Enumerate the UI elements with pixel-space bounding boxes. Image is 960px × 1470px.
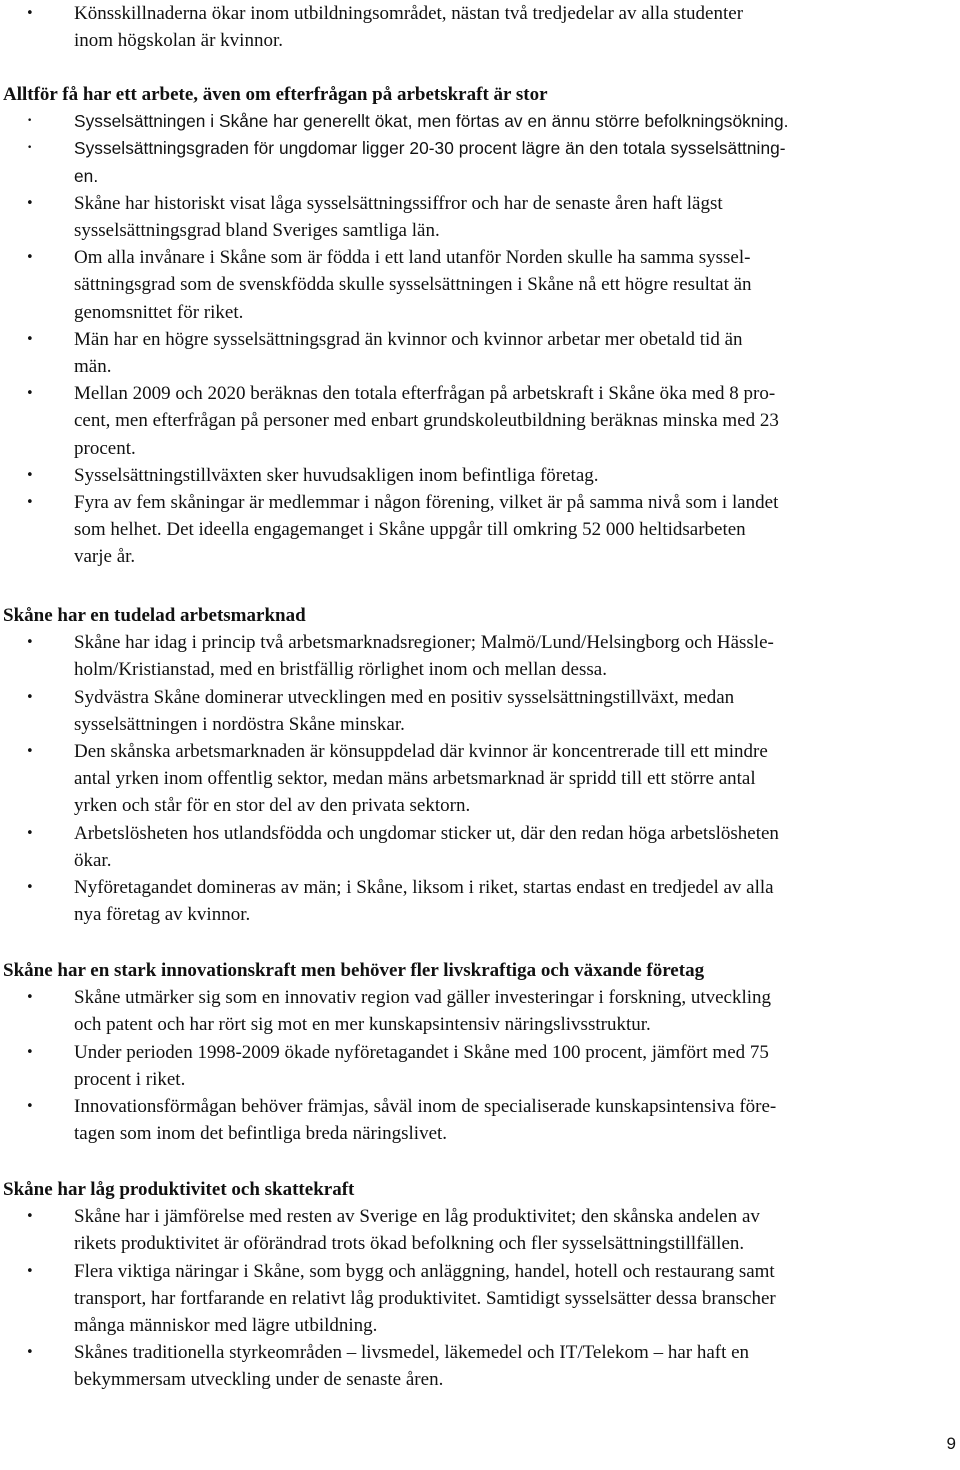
list-item-text: Män har en högre sysselsättningsgrad än kvinnor och kvinnor arbetar mer obetald tid än män. — [74, 328, 743, 378]
list-item — [0, 1093, 960, 1147]
list-item-text: Skåne utmärker sig som en innovativ region vad gäller investeringar i forskning, utveckling och patent och har rört sig mot en mer kunskapsintensiv näringslivsstruktur. — [74, 987, 772, 1036]
bullet-icon: • — [26, 386, 34, 402]
list-item-text: Arbetslösheten hos utlandsfödda och ungdomar sticker ut, där den redan höga arbetslösheten ökar. — [74, 822, 779, 871]
section-productivity — [0, 1176, 960, 1394]
bullet-icon: • — [26, 635, 34, 651]
list-item — [0, 462, 960, 489]
section-list — [0, 1203, 960, 1393]
section-innovation — [0, 957, 960, 1147]
list-item — [0, 326, 960, 380]
section-employment — [0, 81, 960, 571]
bullet-icon: • — [26, 6, 34, 21]
list-item — [0, 1203, 960, 1257]
list-item — [0, 629, 960, 683]
list-item — [0, 244, 960, 326]
list-item-text: Innovationsförmågan behöver främjas, såväl inom de specialiserade kunskapsintensiva före- tagen som inom det befintliga breda näringslivet. — [74, 1096, 777, 1145]
list-item — [0, 984, 960, 1038]
list-item-text: Under perioden 1998-2009 ökade nyföretagandet i Skåne med 100 procent, jämfört med 75 procent i riket. — [74, 1041, 769, 1090]
section-list — [0, 629, 960, 928]
list-item — [0, 684, 960, 738]
bullet-icon: • — [26, 1044, 34, 1060]
list-item — [0, 489, 960, 571]
list-item-text: Sydvästra Skåne dominerar utvecklingen med en positiv sysselsättningstillväxt, medan sysselsättningen i nordöstra Skåne minskar. — [74, 686, 735, 735]
bullet-icon: • — [26, 250, 34, 266]
list-item — [0, 380, 960, 462]
section-heading: Skåne har låg produktivitet och skattekraft — [3, 1179, 355, 1200]
list-item — [0, 874, 960, 928]
list-item — [0, 108, 960, 135]
bullet-icon: • — [26, 1345, 34, 1361]
bullet-icon: • — [27, 143, 33, 154]
section-list — [0, 190, 960, 571]
list-item-text: Skåne har i jämförelse med resten av Sverige en låg produktivitet; den skånska andelen av rikets produktivitet är oförändrad trots ökad befolkning och fler sysselsättningstillfällen. — [74, 1206, 760, 1255]
list-item — [0, 1258, 960, 1340]
bullet-icon: • — [26, 689, 34, 705]
list-item — [0, 1339, 960, 1393]
bullet-icon: • — [26, 880, 34, 896]
list-item-text: Om alla invånare i Skåne som är födda i ett land utanför Norden skulle ha samma syssel- sättningsgrad som de svenskfödda skulle sysselsättningen i Skåne nå ett högre resultat än genomsnittet för riket. — [74, 247, 752, 323]
bullet-icon: • — [26, 467, 34, 483]
list-item-text: Fyra av fem skåningar är medlemmar i någon förening, vilket är på samma nivå som i landet som helhet. Det ideella engagemanget i Skåne uppgår till omkring 52 000 heltidsarbeten varje år. — [74, 492, 779, 568]
bullet-icon: • — [26, 1099, 34, 1114]
list-item — [0, 135, 960, 189]
section-heading: Skåne har en tudelad arbetsmarknad — [3, 605, 306, 626]
list-item-text: Sysselsättningsgraden för ungdomar ligger 20-30 procent lägre än den totala sysselsättning- en. — [74, 138, 786, 186]
list-item — [0, 1039, 960, 1093]
list-item-text: Skåne har idag i princip två arbetsmarknadsregioner; Malmö/Lund/Helsingborg och Hässle- holm/Kristianstad, med en bristfällig rörlighet inom och mellan dessa. — [74, 632, 774, 681]
list-item-text: Nyföretagandet domineras av män; i Skåne, liksom i riket, startas endast en tredjedel av alla nya företag av kvinnor. — [74, 877, 774, 926]
page-number: 9 — [946, 1434, 956, 1453]
section-heading: Alltför få har ett arbete, även om efterfrågan på arbetskraft är stor — [3, 84, 548, 105]
bullet-icon: • — [26, 744, 34, 759]
list-item-text: Könsskillnaderna ökar inom utbildningsområdet, nästan två tredjedelar av alla studenter inom högskolan är kvinnor. — [74, 3, 744, 52]
list-item — [0, 738, 960, 820]
bullet-icon: • — [26, 1263, 34, 1279]
list-item-text: Skånes traditionella styrkeområden – livsmedel, läkemedel och IT/Telekom – har haft en bekymmersam utveckling under de senaste åren. — [74, 1342, 750, 1391]
bullet-icon: • — [26, 331, 34, 347]
intro-list — [0, 0, 960, 54]
list-item — [0, 190, 960, 244]
bullet-icon: • — [26, 990, 34, 1006]
list-item-text: Sysselsättningen i Skåne har generellt ökat, men förtas av en ännu större befolkningsökning. — [74, 111, 789, 132]
list-item-text: Den skånska arbetsmarknaden är könsuppdelad där kvinnor är koncentrerade till ett mindre antal yrken inom offentlig sektor, medan mäns arbetsmarknad är spridd till ett större antal yrken och står för en stor del av den privata sektorn. — [74, 741, 768, 817]
list-item — [0, 820, 960, 874]
bullet-icon: • — [26, 195, 34, 211]
section-list — [0, 984, 960, 1147]
section-labor-market — [0, 602, 960, 928]
list-item-text: Skåne har historiskt visat låga sysselsättningssiffror och har de senaste åren haft lägst sysselsättningsgrad bland Sveriges samtliga län. — [74, 192, 723, 241]
bullet-icon: • — [26, 495, 34, 511]
list-item-text: Mellan 2009 och 2020 beräknas den totala efterfrågan på arbetskraft i Skåne öka med 8 pro- cent, men efterfrågan på personer med enbart grundskoleutbildning beräknas minska med 23 procent. — [74, 383, 779, 459]
intro-section — [0, 0, 960, 54]
bullet-icon: • — [27, 116, 33, 127]
section-list-sans — [0, 108, 960, 190]
section-heading: Skåne har en stark innovationskraft men behöver fler livskraftiga och växande företag — [3, 960, 705, 981]
list-item-text: Sysselsättningstillväxten sker huvudsakligen inom befintliga företag. — [74, 464, 599, 486]
list-item — [0, 0, 960, 54]
bullet-icon: • — [26, 825, 34, 841]
bullet-icon: • — [26, 1209, 34, 1225]
list-item-text: Flera viktiga näringar i Skåne, som bygg och anläggning, handel, hotell och restaurang samt transport, har fortfarande en relativt låg produktivitet. Samtidigt sysselsätter dessa branscher många människor med lägre utbildning. — [74, 1260, 776, 1336]
